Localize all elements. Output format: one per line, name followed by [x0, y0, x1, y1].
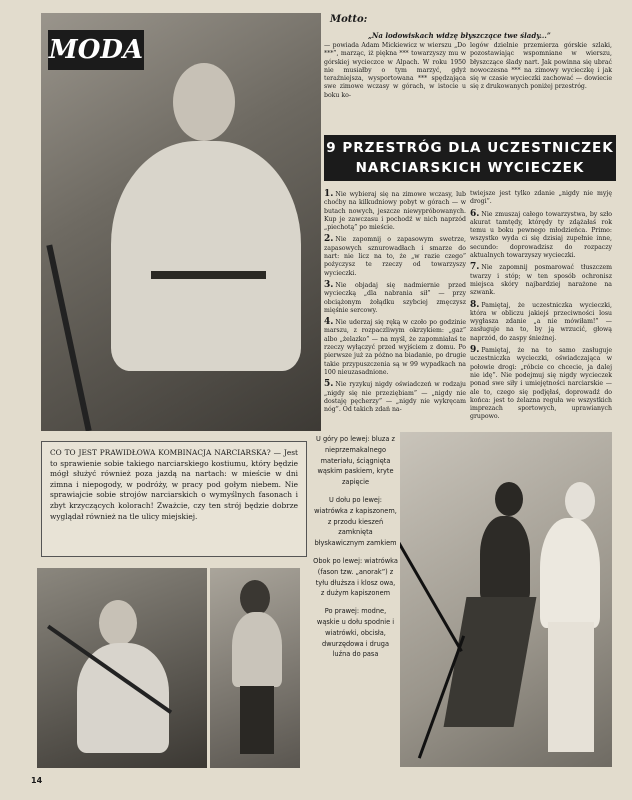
hooded-anorak — [232, 612, 282, 687]
rules-column-left — [324, 190, 466, 417]
caption-right: Po prawej: modne, wąskie u dołu spodnie i wiatrówki, obcisła, dwurzędowa i druga luźna do pasa — [316, 607, 395, 659]
skier-2-legs — [548, 622, 594, 752]
headline-line-1: 9 PRZESTRÓG DLA UCZESTNICZEK — [326, 140, 614, 156]
ski-poles — [46, 244, 91, 431]
rule-6: 6. Nie zmuszaj całego towarzystwa, by szło akurat tamtędy, którędy ty zdążałaś rok temu u boku pewnego młodzieńca. Primo: wszystko wyda ci się dzisiaj zupełnie inne, secundo: doprowadzisz do rozpaczy aktualnych towarzyszy wycieczki. — [470, 208, 612, 260]
motto-label: Motto: — [330, 14, 368, 25]
woman-jacket — [111, 141, 301, 371]
rule-2: 2. Nie zapomnij o zapasowym swetrze, zapasowych sznurowadłach i smarze do nart: nie licz na to, że „w razie czego” pożyczysz te rzeczy od towarzyszy wycieczki. — [324, 234, 466, 277]
rule-4: 4. Nie uderzaj się ręką w czoło po godzinie marszu, z rozpaczliwym okrzykiem: „gaz” albo „żelazko” — na myśl, że zapomniałaś te rzeczy wyłączyć przed wyjściem z domu. Po pierwsze już za późno na biadanie, po drugie takie przypuszczenia są w 99 wypadkach na 100 nieuzasadnione. — [324, 317, 466, 376]
rule-3: 3. Nie objadaj się nadmiernie przed wycieczką „dla nabrania sił” — przy obciążonym żołądku szybciej zmęczysz mięśnie sercowy. — [324, 279, 466, 314]
rule-5-cont: twiejsze jest tylko zdanie „nigdy nie myję drogi”. — [470, 190, 612, 206]
rule-5: 5. Nie ryzykuj nigdy oświadczeń w rodzaju „nigdy się nie przeziębiam” — „nigdy nie dostaję pęcherzy” — „nigdy nie wykręcam nóg”. Od takich zdań na- — [324, 379, 466, 414]
woman-head — [173, 63, 235, 141]
skier-2-head — [565, 482, 595, 520]
headline-banner — [324, 135, 616, 181]
rule-7: 7. Nie zapomnij posmarować tłuszczem twarzy i stóp; w ten sposób ochronisz miejsca skóry najbardziej narażone na szwank. — [470, 262, 612, 297]
caption-bottom-left: U dołu po lewej: wiatrówka z kapiszonem, z przodu kieszeń zamknięta błyskawicznym zamkiem — [314, 495, 397, 548]
bottom-left-photo — [37, 568, 207, 768]
ski-pole — [400, 512, 463, 652]
woman-head — [99, 600, 137, 646]
rule-8: 8. Pamiętaj, że uczestniczka wycieczki, która w obliczu jakiejś przeciwności losu wygłasza zdanie „a nie mówiłam!” — zasługuje na to, by ją wrzucić, głową naprzód, do zaspy śnieżnej. — [470, 299, 612, 342]
motto-quote: „Na lodowiskach widzę błyszczące twe ślady...” — [368, 31, 551, 40]
skier-2-body — [540, 518, 600, 628]
caption-beside-left: Obok po lewej: wiatrówka (fason tzw. „anorak”) z tyłu dłuższa i klosz owa, z dużym kapiszonem — [313, 556, 398, 598]
trousers — [240, 686, 274, 754]
moda-logo: MODA — [48, 30, 144, 70]
hooded-head — [240, 580, 270, 616]
belt — [151, 271, 266, 279]
photo-captions — [313, 434, 398, 667]
motto-text-left: — powiada Adam Mickiewicz w wierszu „Do ***”, marząc, iż piękna *** towarzyszy mu w górskiej wycieczce w Alpach. W roku 1950 nie musiałby o tym marzyć, gdyż teraźniejsza, wysportowana *** spędzająca swe zimowe wczasy w górach, w istocie u boku ko- — [324, 42, 466, 99]
skier-1-head — [495, 482, 523, 516]
headline-line-2: NARCIARSKICH WYCIECZEK — [355, 160, 585, 176]
caption-top-left: U góry po lewej: bluza z nieprzemakalnego materiału, ściągnięta wąskim paskiem, kryte zapięcie — [316, 435, 395, 487]
motto-text-right: legów dzielnie przemierza górskie szlaki, pozostawiając wspomniane w wierszu, błyszczące ślady nart. Jak powinna się ubrać nowoczesna *** na zimowy wycieczkę i jak się w czasie wycieczki zachować — dowiecie się z drukowanych poniżej przestróg. — [470, 42, 612, 91]
combination-text-box: CO TO JEST PRAWIDŁOWA KOMBINACJA NARCIARSKA? — Jest to sprawienie sobie takiego narciarskiego kostiumu, który będzie mógł służyć również poza jazdą na nartach: w mieście w dni zimna i niepogody, w podróży, w pracy pod gołym niebem. Nie sprawiajcie sobie strojów narciarskich o wymyślnych fasonach i zbyt krzyczących kolorach! Zważcie, czy ten strój będzie dobrze wyglądał również na tle ulicy miejskiej. — [41, 441, 307, 557]
bottom-middle-photo — [210, 568, 300, 768]
skier-1-body — [480, 516, 530, 601]
rule-9: 9. Pamiętaj, że na to samo zasługuje uczestniczka wycieczki, oświadczająca w połowie drogi: „róbcie co chcecie, ja dalej nie idę”. Nie podejmuj się nigdy wycieczek ponad swe siły i umiejętności narciarskie — ale to, czego się podjęłaś, doprowadź do końca: jest to żelazna reguła we wszystkich imprezach sportowych, uprawianych grupowo. — [470, 345, 612, 421]
skier-1-legs — [444, 597, 537, 727]
page-number: 14 — [31, 776, 43, 785]
rule-1: 1. Nie wybieraj się na zimowe wczasy, lub choćby na kilkudniowy pobyt w górach — w butach nowych, jeszcze niewypróbowanych. Kup je zawczasu i pochodź w nich naprzód „piechotą” po mieście. — [324, 189, 466, 232]
top-left-photo — [41, 13, 321, 431]
bottom-right-photo — [400, 432, 612, 767]
rules-column-right — [470, 190, 612, 425]
